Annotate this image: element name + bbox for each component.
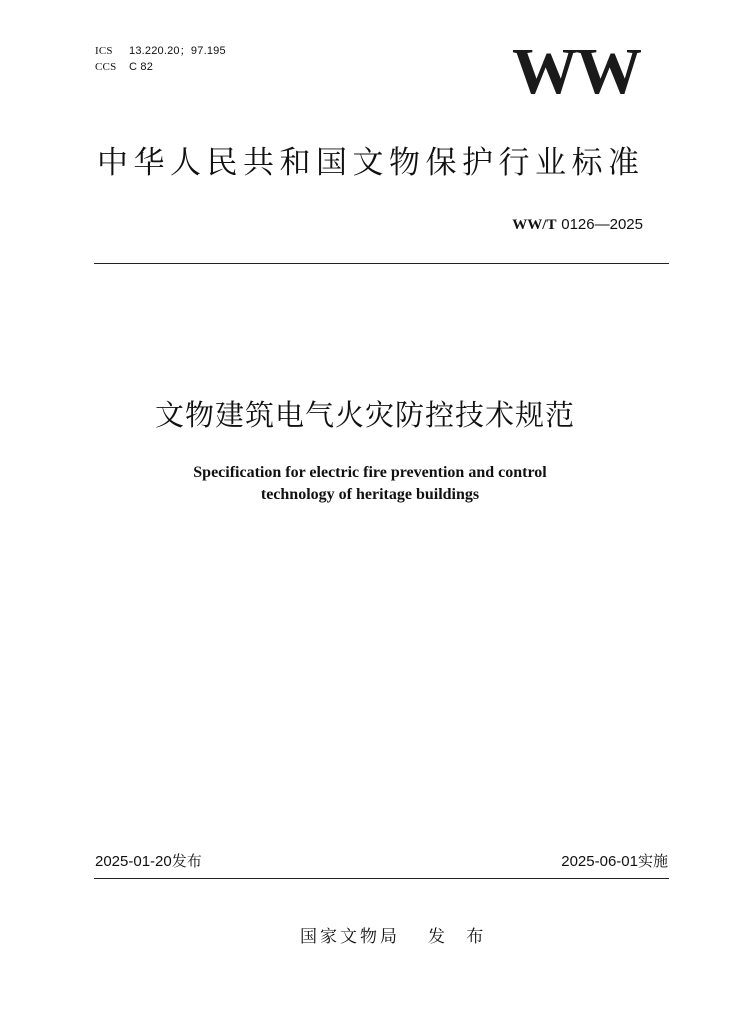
effective-date-label: 实施 [637,852,668,870]
ics-line [95,43,226,59]
document-title-en [0,462,730,506]
top-divider [94,263,669,264]
title-en-line-2: technology of heritage buildings [260,486,480,503]
publisher-name: 国家文物局 [300,927,400,947]
bottom-divider [94,878,669,879]
document-title-zh: 文物建筑电气火灾防控技术规范 [154,398,575,432]
standard-logo: WW [512,35,640,108]
issue-date-label: 发布 [171,852,202,870]
standard-code: WW/T [512,217,557,233]
title-en-line-1: Specification for electric fire prevention and control [193,464,547,481]
publisher-line [300,925,491,949]
effective-date-value: 2025-06-01 [561,853,638,870]
organization-title: 中华人民共和国文物保护行业标准 [97,145,645,181]
standard-number-value: 0126—2025 [561,216,643,233]
classification-codes [95,43,226,75]
ccs-value: C 82 [129,61,154,73]
issue-date [95,851,202,872]
ccs-label: CCS [95,61,117,73]
ics-label: ICS [95,45,113,57]
ccs-line [95,59,226,75]
issue-date-value: 2025-01-20 [95,853,172,870]
ics-value: 13.220.20；97.195 [129,45,226,57]
effective-date [561,851,668,872]
standard-number [512,215,643,234]
publisher-action: 发 布 [428,927,492,947]
